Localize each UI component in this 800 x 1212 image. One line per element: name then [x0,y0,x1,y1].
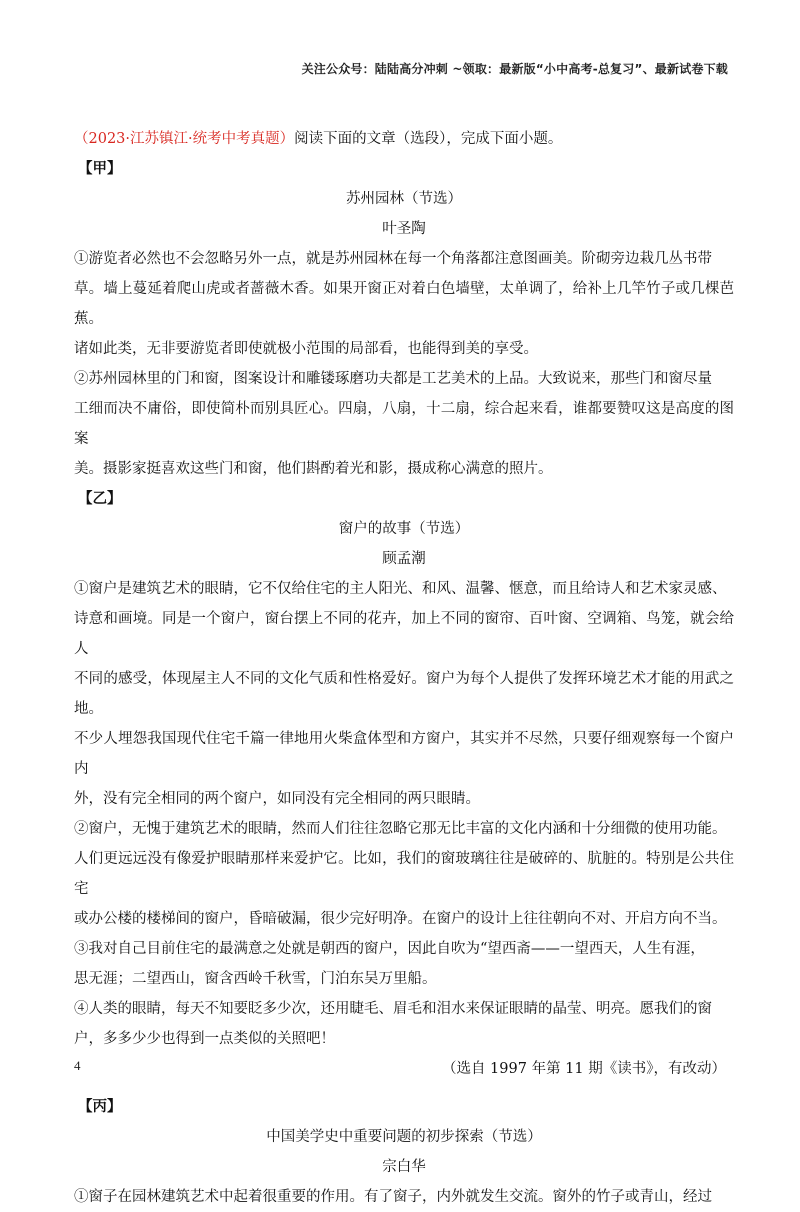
paragraph-bing-1 [74,1182,734,1212]
section-label-bing: 【丙】 [78,1098,122,1115]
text-line: 或办公楼的楼梯间的窗户，昏暗破漏，很少完好明净。在窗户的设计上往往朝向不对、开启方向不当。 [74,911,727,927]
paragraph-jia-2 [74,364,734,484]
article-author-bing: 宗白华 [382,1159,426,1175]
paragraph-yi-2 [74,814,734,934]
page-header: 关注公众号：陆陆高分冲刺 ~领取：最新版“小中高考-总复习”、最新试卷下载 [301,62,728,76]
paragraph-yi-1 [74,574,734,814]
text-line: ③我对自己目前住宅的最满意之处就是朝西的窗户，因此自吹为“望西斋——一望西天，人生有涯， [74,941,705,957]
document-body [74,124,734,1212]
section-label-yi: 【乙】 [78,490,122,507]
text-line: 诸如此类，无非要游览者即使就极小范围的局部看，也能得到美的享受。 [74,341,538,357]
text-line: ②窗户，无愧于建筑艺术的眼睛，然而人们往往忽略它那无比丰富的文化内涵和十分细微的使用功能。 [74,821,727,837]
text-line: ①窗户是建筑艺术的眼睛，它不仅给住宅的主人阳光、和风、温馨、惬意，而且给诗人和艺术家灵感、 [74,581,727,597]
text-line: ①窗子在园林建筑艺术中起着很重要的作用。有了窗子，内外就发生交流。窗外的竹子或青山，经过 [74,1189,712,1205]
text-line: 户，多多少少也得到一点类似的关照吧！ [74,1031,335,1047]
text-line: ④人类的眼睛，每天不知要眨多少次，还用睫毛、眉毛和泪水来保证眼睛的晶莹、明亮。愿我们的窗 [74,1001,712,1017]
paragraph-yi-3 [74,934,734,994]
article-title-bing: 中国美学史中重要问题的初步探索（节选） [266,1129,542,1145]
text-line: 工细而决不庸俗，即使简朴而别具匠心。四扇，八扇，十二扇，综合起来看，谁都要赞叹这是高度的图案 [74,401,734,447]
article-title-yi: 窗户的故事（节选） [338,521,470,537]
article-title-jia: 苏州园林（节选） [346,191,462,207]
text-line: 诗意和画境。同是一个窗户，窗台摆上不同的花卉，加上不同的窗帘、百叶窗、空调箱、鸟笼，就会给人 [74,611,734,657]
page-number: 4 [74,1058,81,1073]
article-author-yi: 顾孟潮 [382,551,426,567]
instruction-text: 阅读下面的文章（选段），完成下面小题。 [294,131,563,147]
text-line: 思无涯；二望西山，窗含西岭千秋雪，门泊东吴万里船。 [74,971,437,987]
text-line: 外，没有完全相同的两个窗户，如同没有完全相同的两只眼睛。 [74,791,480,807]
article-author-jia: 叶圣陶 [382,221,426,237]
text-line: 不同的感受，体现屋主人不同的文化气质和性格爱好。窗户为每个人提供了发挥环境艺术才能的用武之地。 [74,671,734,717]
text-line: 人们更远远没有像爱护眼睛那样来爱护它。比如，我们的窗玻璃往往是破碎的、肮脏的。特别是公共住宅 [74,851,734,897]
paragraph-yi-4 [74,994,734,1054]
question-intro [74,124,734,154]
paragraph-jia-1 [74,244,734,364]
text-line: 草。墙上蔓延着爬山虎或者蔷薇木香。如果开窗正对着白色墙壁，太单调了，给补上几竿竹子或几棵芭蕉。 [74,281,734,327]
source-tag: （2023·江苏镇江·统考中考真题） [74,131,295,147]
article-source-yi: （选自 1997 年第 11 期《读书》，有改动） [441,1061,726,1077]
text-line: ①游览者必然也不会忽略另外一点，就是苏州园林在每一个角落都注意图画美。阶砌旁边栽几丛书带 [74,251,712,267]
text-line: 不少人埋怨我国现代住宅千篇一律地用火柴盒体型和方窗户，其实并不尽然，只要仔细观察每一个窗户内 [74,731,734,777]
text-line: ②苏州园林里的门和窗，图案设计和雕镂琢磨功夫都是工艺美术的上品。大致说来，那些门和窗尽量 [74,371,712,387]
section-label-jia: 【甲】 [78,160,122,177]
text-line: 美。摄影家挺喜欢这些门和窗，他们斟酌着光和影，摄成称心满意的照片。 [74,461,553,477]
